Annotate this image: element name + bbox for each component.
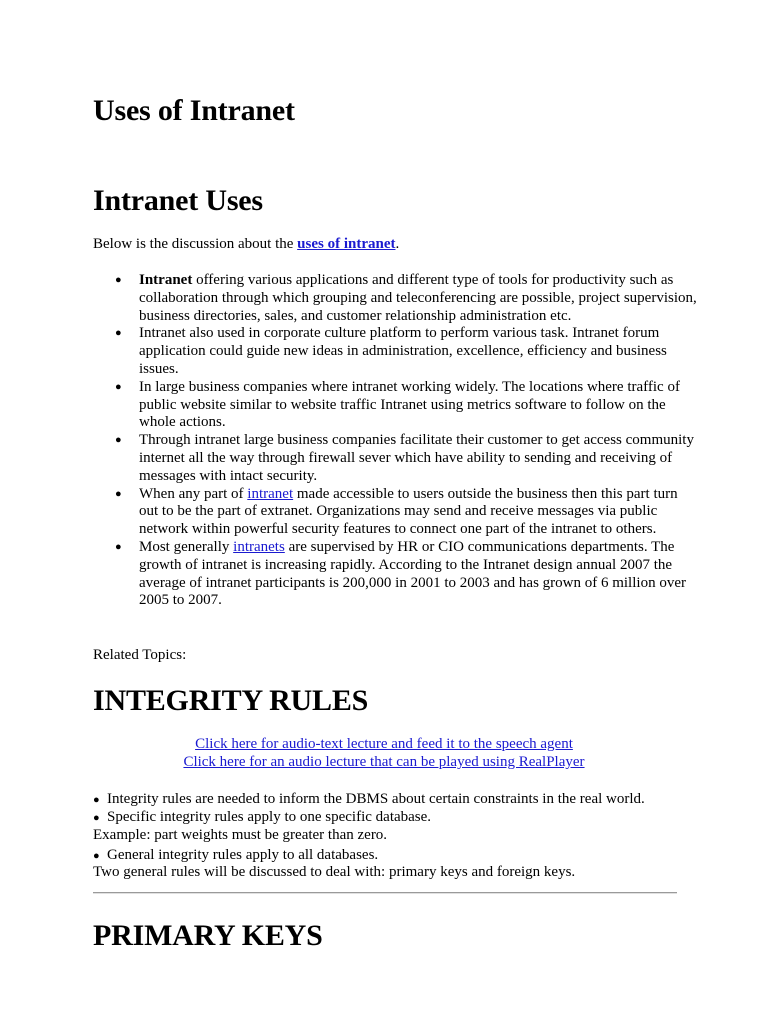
bullet-icon: ● xyxy=(115,274,122,286)
related-topics-label: Related Topics: xyxy=(93,647,187,663)
integrity-item-text: General integrity rules apply to all databases. xyxy=(107,847,379,863)
list-item-text: Intranet also used in corporate culture platform to perform various task. Intranet forum application could guide new ideas in administration, excellence, efficiency and business issues. xyxy=(139,325,667,377)
section-heading-primary-keys: PRIMARY KEYS xyxy=(93,919,323,952)
uses-of-intranet-link[interactable]: uses of intranet xyxy=(297,236,396,252)
list-item xyxy=(115,378,699,432)
realplayer-lecture-link[interactable]: Click here for an audio lecture that can be played using RealPlayer xyxy=(183,754,585,770)
list-item xyxy=(115,272,699,325)
bullet-icon: ● xyxy=(93,794,100,806)
intranet-uses-list xyxy=(115,272,699,610)
bullet-icon: ● xyxy=(115,487,122,500)
list-item xyxy=(115,538,699,610)
list-item xyxy=(115,432,699,485)
bullet-icon: ● xyxy=(115,380,122,393)
bullet-icon: ● xyxy=(115,434,122,447)
list-item-text: offering various applications and different type of tools for productivity such as collaboration through which grouping and teleconferencing are possible, project supervision, business directories, sales, and customer relationship administration etc. xyxy=(139,272,697,324)
example-text: Example: part weights must be greater than zero. xyxy=(93,827,388,843)
integrity-item-text: Integrity rules are needed to inform the DBMS about certain constraints in the real world. xyxy=(107,791,645,807)
integrity-item-text: Specific integrity rules apply to one specific database. xyxy=(107,809,432,825)
list-item xyxy=(115,325,699,378)
list-item-text: Through intranet large business companies facilitate their customer to get access community internet all the way through firewall sever which have ability to sending and receiving of messages with intact security. xyxy=(139,432,694,484)
list-item xyxy=(115,485,699,539)
bullet-icon: ● xyxy=(115,327,122,340)
list-item-text: made accessible to users outside the business then this part turn out to be the part of extranet. Organizations may send and receive messages via public network within powerful security features to connect one part of the intranet to others. xyxy=(139,485,678,538)
intro-paragraph xyxy=(93,235,399,253)
bullet-icon: ● xyxy=(93,812,100,824)
list-item-text: Most generally xyxy=(139,538,234,555)
lecture-links xyxy=(93,735,675,771)
section-heading-intranet-uses: Intranet Uses xyxy=(93,184,263,217)
bullet-icon: ● xyxy=(93,850,100,862)
integrity-item xyxy=(93,790,645,809)
list-item-text: are supervised by HR or CIO communications departments. The growth of intranet is increasing rapidly. According to the Intranet design annual 2007 the average of intranet participants is 200,000 in 2001 to 2003 and has grown of 6 million over 2005 to 2007. xyxy=(139,538,686,609)
intranets-link[interactable]: intranets xyxy=(233,538,285,555)
intro-text: Below is the discussion about the xyxy=(93,236,298,252)
page-title: Uses of Intranet xyxy=(93,94,295,127)
integrity-item xyxy=(93,808,431,827)
intro-period: . xyxy=(395,236,400,252)
closing-text: Two general rules will be discussed to deal with: primary keys and foreign keys. xyxy=(93,864,576,880)
horizontal-rule xyxy=(93,892,677,894)
intranet-link[interactable]: intranet xyxy=(247,485,294,502)
bullet-icon: ● xyxy=(115,540,122,553)
audio-text-lecture-link[interactable]: Click here for audio-text lecture and feed it to the speech agent xyxy=(195,736,573,752)
list-item-text: In large business companies where intranet working widely. The locations where traffic of public website similar to website traffic Intranet using metrics software to follow on the whole actions. xyxy=(139,378,680,431)
list-item-bold: Intranet xyxy=(139,272,193,288)
list-item-text: When any part of xyxy=(139,485,248,502)
section-heading-integrity-rules: INTEGRITY RULES xyxy=(93,684,369,717)
